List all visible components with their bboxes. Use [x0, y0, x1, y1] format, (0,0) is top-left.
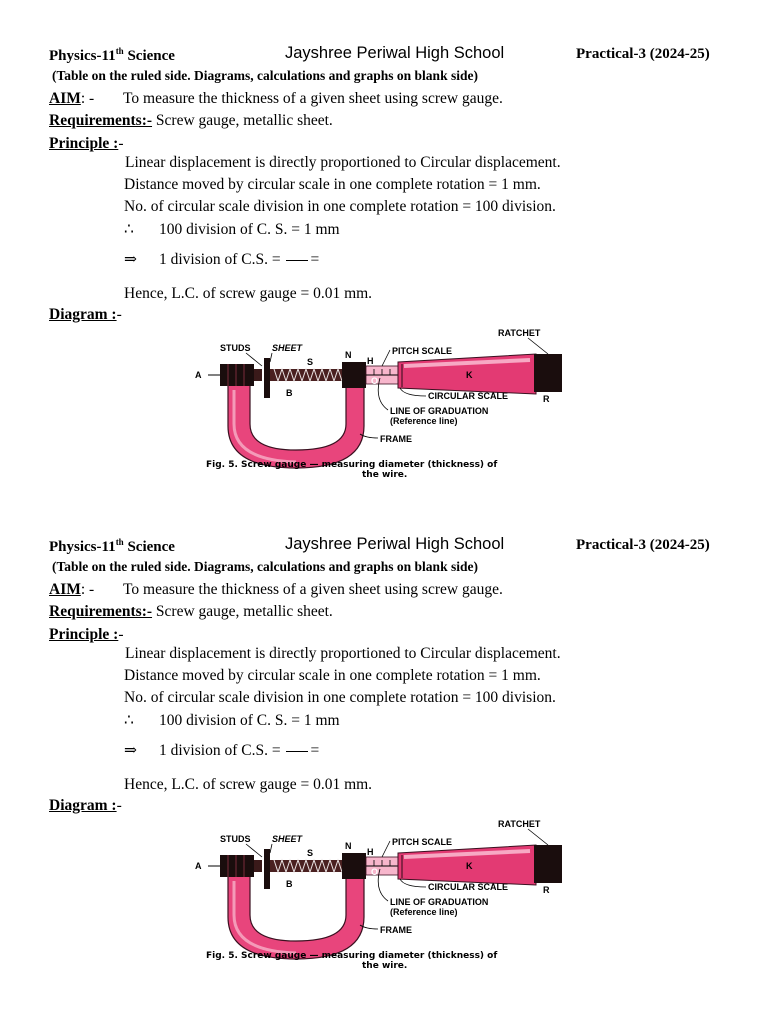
therefore-symbol: ∴	[124, 712, 134, 729]
subject-sup: th	[115, 537, 124, 547]
diagram-sep: -	[116, 797, 122, 814]
therefore-symbol: ∴	[124, 221, 134, 238]
leader-pitch	[382, 350, 390, 366]
label-reference-line: (Reference line)	[390, 907, 458, 917]
label-circular-scale: CIRCULAR SCALE	[428, 391, 508, 401]
therefore-line	[124, 220, 340, 239]
requirements-label: Requirements:-	[49, 112, 153, 129]
least-count-line: Hence, L.C. of screw gauge = 0.01 mm.	[124, 776, 373, 793]
spindle-stud	[342, 853, 366, 879]
principle-line-2: Distance moved by circular scale in one complete rotation = 1 mm.	[124, 667, 541, 684]
leader-sheet	[270, 844, 272, 853]
fraction-bar	[286, 751, 308, 752]
label-r: R	[543, 885, 550, 895]
figure-caption-line2: the wire.	[362, 961, 408, 971]
implies-symbol: ⇒	[124, 251, 137, 268]
principle-line-1: Linear displacement is directly proportioned to Circular displacement.	[125, 645, 561, 662]
label-b: B	[286, 388, 293, 398]
diagram-sep: -	[116, 306, 122, 323]
fraction-bar	[286, 260, 308, 261]
therefore-text: 100 division of C. S. = 1 mm	[159, 712, 340, 729]
principle-label: Principle :	[49, 626, 119, 643]
frame-shape	[228, 374, 364, 468]
implies-line	[124, 250, 319, 269]
label-circular-scale: CIRCULAR SCALE	[428, 882, 508, 892]
aim-sep: : -	[80, 581, 95, 598]
practical-sheet-top	[0, 0, 768, 490]
label-pitch-scale: PITCH SCALE	[392, 837, 453, 847]
anvil-stud	[220, 364, 254, 386]
label-m: M	[294, 929, 302, 939]
label-o: O	[371, 867, 379, 877]
anvil-face	[254, 860, 262, 872]
aim-label: AIM	[49, 90, 81, 107]
figure-caption-line1: Fig. 5. Screw gauge — measuring diameter (thickness) of	[206, 460, 498, 470]
requirements-text: Screw gauge, metallic sheet.	[152, 112, 333, 129]
label-ratchet: RATCHET	[498, 819, 541, 829]
ratchet	[534, 354, 562, 392]
figure-caption-line2: the wire.	[362, 470, 408, 480]
therefore-line	[124, 711, 340, 730]
therefore-text: 100 division of C. S. = 1 mm	[159, 221, 340, 238]
figure-caption-line1: Fig. 5. Screw gauge — measuring diameter (thickness) of	[206, 951, 498, 961]
label-sheet: SHEET	[272, 834, 303, 844]
principle-line-3: No. of circular scale division in one complete rotation = 100 division.	[124, 689, 556, 706]
label-k: K	[466, 861, 473, 871]
principle-row	[49, 626, 123, 644]
subject-header	[49, 537, 175, 556]
label-a: A	[195, 861, 202, 871]
school-name: Jayshree Periwal High School	[285, 535, 505, 553]
leader-pitch	[382, 841, 390, 857]
label-s: S	[307, 848, 314, 858]
subject-sup: th	[115, 46, 124, 56]
label-k: K	[466, 370, 473, 380]
subject-suffix: Science	[123, 539, 175, 555]
aim-row	[49, 90, 503, 108]
label-h: H	[367, 847, 374, 857]
label-h: H	[367, 356, 374, 366]
subject-header	[49, 46, 175, 65]
principle-label: Principle :	[49, 135, 119, 152]
principle-line-2: Distance moved by circular scale in one complete rotation = 1 mm.	[124, 176, 541, 193]
requirements-label: Requirements:-	[49, 603, 153, 620]
aim-sep: : -	[80, 90, 95, 107]
practical-number: Practical-3 (2024-25)	[576, 537, 710, 553]
label-studs: STUDS	[220, 834, 251, 844]
implies-end: =	[310, 251, 320, 268]
screw-gauge-diagram	[190, 817, 590, 973]
leader-sheet	[270, 353, 272, 362]
frame-shape	[228, 865, 364, 959]
requirements-row	[49, 603, 333, 621]
implies-text: 1 division of C.S. =	[159, 742, 281, 759]
spindle-stud	[342, 362, 366, 388]
implies-end: =	[310, 742, 320, 759]
label-m: M	[294, 438, 302, 448]
label-o: O	[371, 376, 379, 386]
instruction-note: (Table on the ruled side. Diagrams, calculations and graphs on blank side)	[52, 68, 478, 83]
label-frame: FRAME	[380, 925, 412, 935]
label-n: N	[345, 841, 352, 851]
principle-line-3: No. of circular scale division in one complete rotation = 100 division.	[124, 198, 556, 215]
label-line-of-graduation: LINE OF GRADUATION	[390, 406, 489, 416]
practical-sheet-bottom	[0, 491, 768, 981]
label-b: B	[286, 879, 293, 889]
requirements-row	[49, 112, 333, 130]
diagram-label: Diagram :	[49, 797, 117, 814]
screw-gauge-diagram	[190, 326, 590, 482]
label-reference-line: (Reference line)	[390, 416, 458, 426]
aim-label: AIM	[49, 581, 81, 598]
sheet-specimen	[264, 849, 270, 889]
practical-number: Practical-3 (2024-25)	[576, 46, 710, 62]
label-n: N	[345, 350, 352, 360]
aim-text: To measure the thickness of a given sheet using screw gauge.	[123, 90, 503, 107]
diagram-row	[49, 797, 122, 815]
school-name: Jayshree Periwal High School	[285, 44, 505, 62]
subject-prefix: Physics-11	[49, 48, 116, 64]
anvil-stud	[220, 855, 254, 877]
principle-sep: -	[118, 626, 124, 643]
ratchet	[534, 845, 562, 883]
requirements-text: Screw gauge, metallic sheet.	[152, 603, 333, 620]
least-count-line: Hence, L.C. of screw gauge = 0.01 mm.	[124, 285, 373, 302]
implies-line	[124, 741, 319, 760]
label-studs: STUDS	[220, 343, 251, 353]
label-s: S	[307, 357, 314, 367]
diagram-label: Diagram :	[49, 306, 117, 323]
label-sheet: SHEET	[272, 343, 303, 353]
principle-sep: -	[118, 135, 124, 152]
label-a: A	[195, 370, 202, 380]
subject-prefix: Physics-11	[49, 539, 116, 555]
sheet-specimen	[264, 358, 270, 398]
principle-row	[49, 135, 123, 153]
aim-text: To measure the thickness of a given sheet using screw gauge.	[123, 581, 503, 598]
aim-row	[49, 581, 503, 599]
diagram-row	[49, 306, 122, 324]
anvil-face	[254, 369, 262, 381]
implies-symbol: ⇒	[124, 742, 137, 759]
label-r: R	[543, 394, 550, 404]
leader-ratchet	[528, 829, 548, 845]
label-pitch-scale: PITCH SCALE	[392, 346, 453, 356]
label-ratchet: RATCHET	[498, 328, 541, 338]
label-line-of-graduation: LINE OF GRADUATION	[390, 897, 489, 907]
subject-suffix: Science	[123, 48, 175, 64]
label-frame: FRAME	[380, 434, 412, 444]
instruction-note: (Table on the ruled side. Diagrams, calculations and graphs on blank side)	[52, 559, 478, 574]
principle-line-1: Linear displacement is directly proportioned to Circular displacement.	[125, 154, 561, 171]
implies-text: 1 division of C.S. =	[159, 251, 281, 268]
leader-ratchet	[528, 338, 548, 354]
